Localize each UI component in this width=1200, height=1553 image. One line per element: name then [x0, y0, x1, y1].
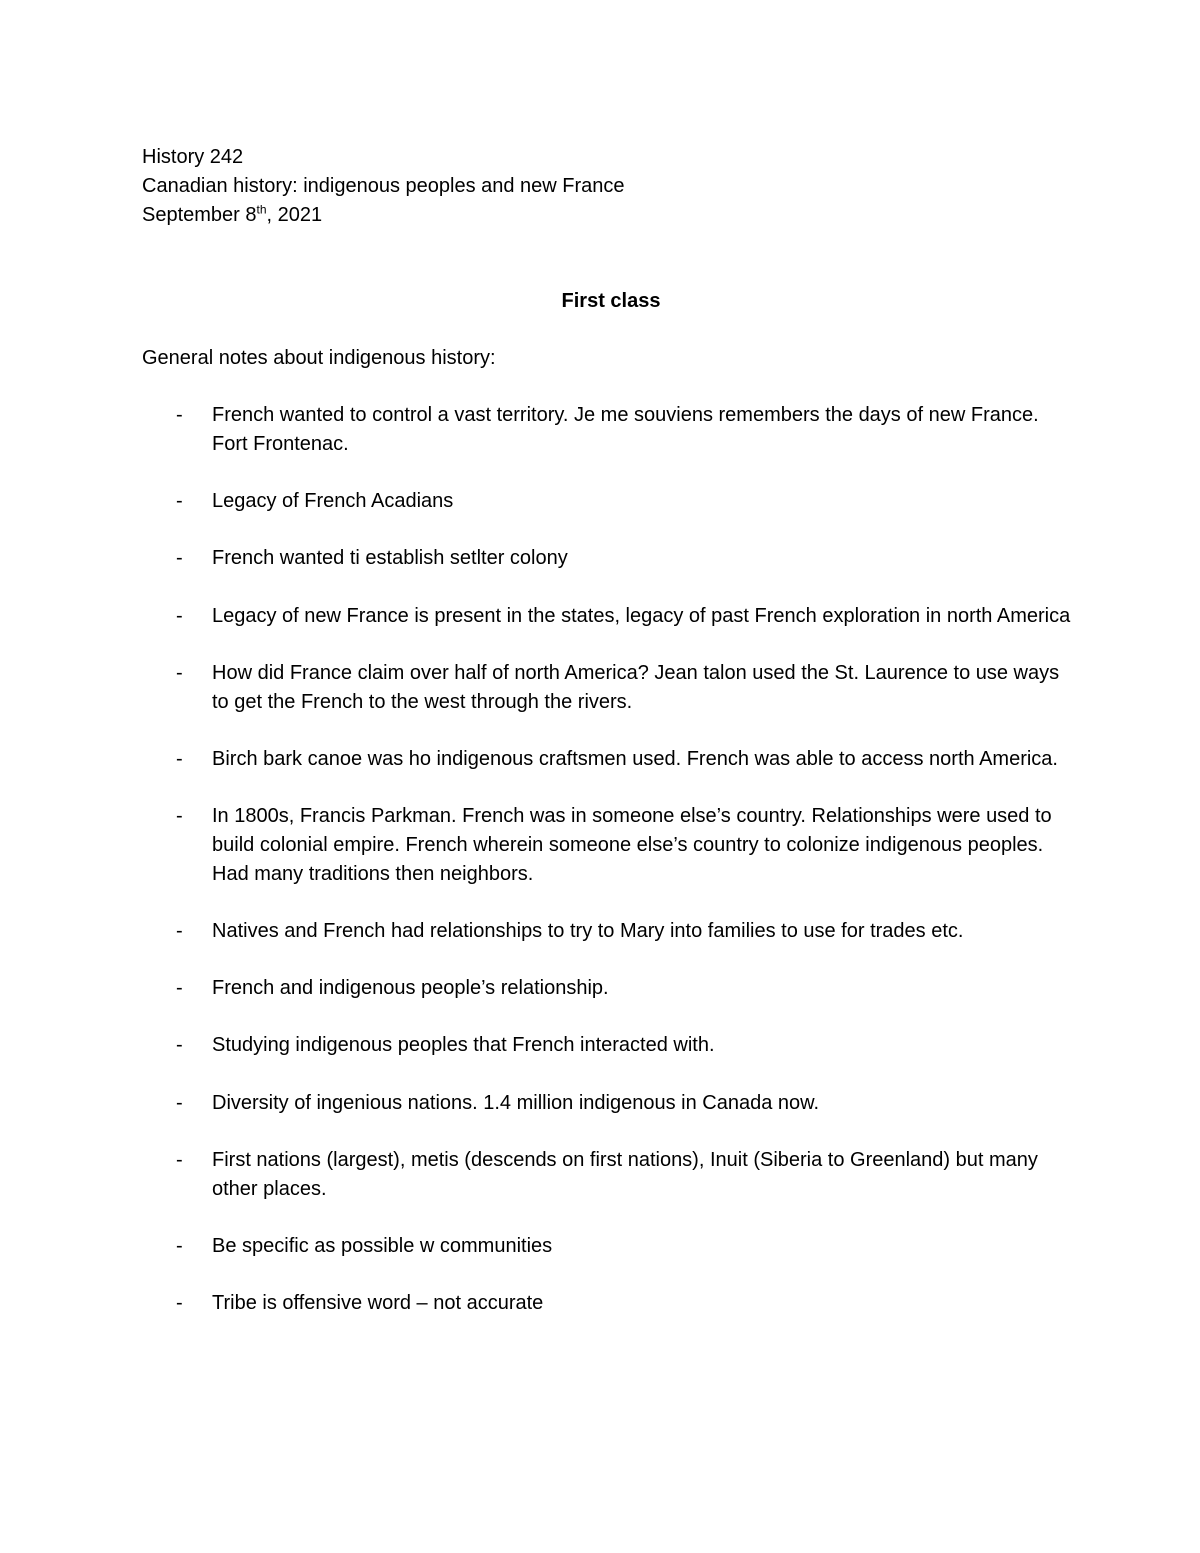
note-text: French wanted to control a vast territory. Je me souviens remembers the days of new France. Fort Frontenac. — [212, 404, 1039, 455]
note-text: Birch bark canoe was ho indigenous craftsmen used. French was able to access north America. — [212, 747, 1058, 770]
bullet-dash: - — [176, 1149, 183, 1172]
course-subtitle: Canadian history: indigenous peoples and new France — [142, 175, 625, 197]
note-item — [142, 602, 1072, 631]
bullet-dash: - — [176, 661, 183, 684]
note-text: Legacy of new France is present in the states, legacy of past French exploration in north America — [212, 604, 1071, 627]
note-item — [142, 659, 1072, 716]
note-text: Legacy of French Acadians — [212, 490, 454, 512]
note-text: Tribe is offensive word – not accurate — [212, 1292, 544, 1315]
note-text: First nations (largest), metis (descends on first nations), Inuit (Siberia to Greenland) but many other places. — [212, 1149, 1038, 1200]
note-item — [142, 1089, 1072, 1118]
note-item — [142, 1232, 1072, 1261]
note-item — [142, 745, 1072, 774]
bullet-dash: - — [176, 747, 183, 770]
document-header — [142, 143, 625, 230]
lecture-date — [142, 201, 625, 230]
bullet-dash: - — [176, 919, 183, 942]
bullet-dash: - — [176, 1235, 183, 1258]
bullet-dash: - — [176, 547, 183, 570]
note-text: Be specific as possible w communities — [212, 1235, 553, 1258]
bullet-dash: - — [176, 404, 183, 426]
bullet-dash: - — [176, 1292, 183, 1315]
notes-list — [142, 401, 1072, 1347]
note-item — [142, 401, 1072, 458]
note-text: French and indigenous people’s relationship. — [212, 977, 609, 1000]
section-title: First class — [561, 290, 661, 312]
note-text: Diversity of ingenious nations. 1.4 million indigenous in Canada now. — [212, 1091, 820, 1114]
note-item — [142, 544, 1072, 573]
bullet-dash: - — [176, 490, 183, 512]
note-item — [142, 1146, 1072, 1203]
note-text: In 1800s, Francis Parkman. French was in someone else’s country. Relationships were used to build colonial empire. French wherein someone else’s country to colonize indigenous peoples. Had many traditions then neighbors. — [212, 805, 1052, 885]
note-text: French wanted ti establish setlter colony — [212, 547, 568, 570]
note-item — [142, 487, 1072, 516]
course-title: History 242 — [142, 146, 244, 168]
bullet-dash: - — [176, 1034, 183, 1057]
bullet-dash: - — [176, 977, 183, 1000]
note-text: Studying indigenous peoples that French interacted with. — [212, 1034, 715, 1057]
bullet-dash: - — [176, 805, 183, 828]
note-item — [142, 917, 1072, 946]
note-item — [142, 802, 1072, 888]
date-year: , 2021 — [266, 204, 323, 226]
date-ordinal-suffix: th — [256, 202, 267, 217]
note-text: How did France claim over half of north America? Jean talon used the St. Laurence to use ways to get the French to the west through the rivers. — [212, 661, 1060, 713]
date-prefix: September 8 — [142, 204, 257, 226]
notes-intro: General notes about indigenous history: — [142, 347, 496, 369]
note-item — [142, 1289, 1072, 1318]
bullet-dash: - — [176, 604, 183, 627]
note-item — [142, 974, 1072, 1003]
bullet-dash: - — [176, 1091, 183, 1114]
note-text: Natives and French had relationships to try to Mary into families to use for trades etc. — [212, 919, 964, 942]
note-item — [142, 1031, 1072, 1060]
